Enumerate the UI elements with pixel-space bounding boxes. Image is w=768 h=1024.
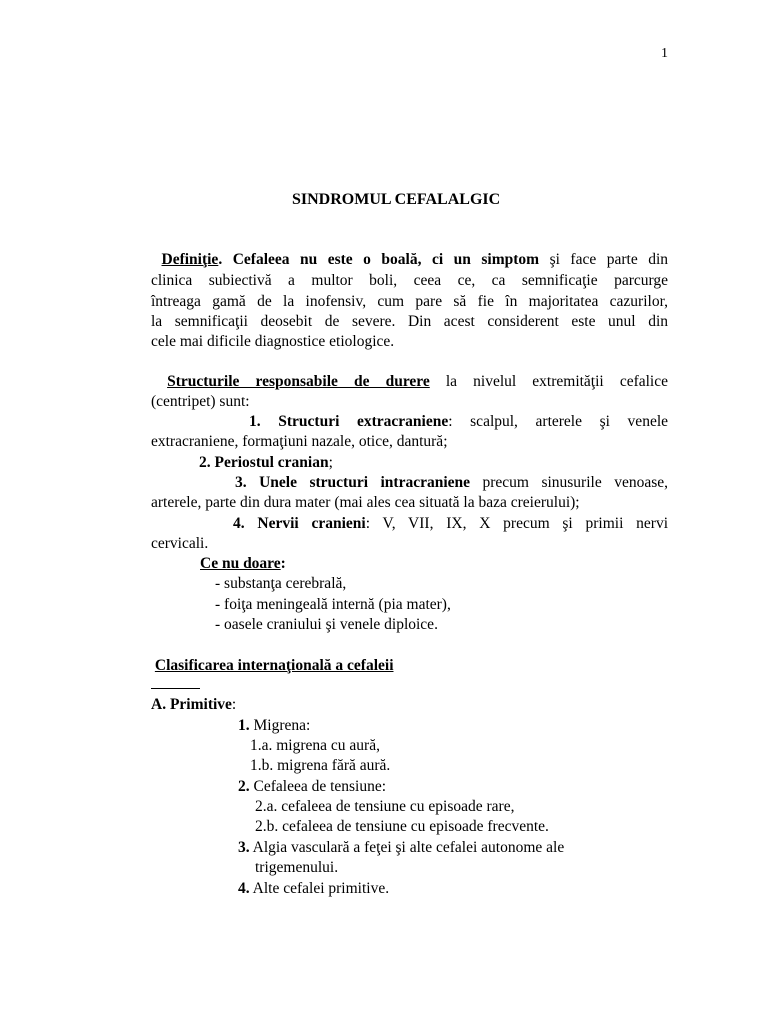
definition-line-3: întreaga gamă de la inofensiv, cum pare să fie în majoritatea cazurilor, (151, 293, 668, 310)
classification-item-3-num: 3. (238, 839, 250, 856)
definition-line-1-rest: şi face parte din (539, 251, 668, 268)
classification-item-1b: 1.b. migrena fără aură. (250, 757, 391, 774)
classification-item-3-line-2: trigemenului. (255, 859, 339, 876)
classification-heading-line (151, 656, 394, 676)
definition-label: Definiţie (161, 251, 219, 268)
no-pain-item-2: - foiţa meningeală internă (pia mater), (215, 596, 451, 613)
structures-item-2-title: Periostul cranian (214, 454, 329, 471)
structures-item-4-num: 4. (233, 515, 258, 532)
structures-item-3 (235, 473, 668, 493)
document-title: SINDROMUL CEFALALGIC (292, 191, 501, 208)
structures-item-4-rest: : V, VII, IX, X precum şi primii nervi (365, 515, 669, 532)
structures-item-1-title: Structuri extracraniene (278, 413, 449, 430)
structures-item-4 (233, 514, 668, 534)
classification-item-1 (238, 716, 310, 736)
structures-item-3-rest: precum sinusurile venoase, (470, 474, 668, 491)
classification-item-2a: 2.a. cefaleea de tensiune cu episoade rare, (255, 798, 515, 815)
classification-item-2-num: 2. (238, 778, 250, 795)
structures-item-2 (199, 453, 333, 473)
structures-item-3-line-2: arterele, parte din dura mater (mai ales cea situată la baza creierului); (151, 494, 580, 511)
structures-item-3-title: Unele structuri intracraniene (259, 474, 471, 491)
structures-heading-rest: la nivelul extremităţii cefalice (429, 373, 668, 390)
structures-item-3-num: 3. (235, 474, 260, 491)
definition-line-5: cele mai dificile diagnostice etiologice. (151, 333, 395, 350)
classification-item-1-text: Migrena: (249, 717, 311, 734)
page-number: 1 (661, 46, 668, 61)
classification-item-1-num: 1. (238, 717, 250, 734)
classification-item-4 (238, 879, 389, 899)
no-pain-item-3: - oasele craniului şi venele diploice. (215, 616, 438, 633)
structures-item-2-rest: ; (328, 454, 333, 471)
short-rule-divider (151, 688, 200, 689)
structures-item-1-line-2: extracraniene, formaţiuni nazale, otice, dantură; (151, 433, 448, 450)
primitive-heading-line (151, 695, 236, 715)
structures-item-1-num: 1. (249, 413, 279, 430)
classification-item-3 (238, 838, 564, 858)
classification-item-1a: 1.a. migrena cu aură, (250, 737, 380, 754)
no-pain-item-1: - substanţa cerebrală, (215, 575, 347, 592)
structures-item-1-rest: : scalpul, arterele şi venele (448, 413, 669, 430)
primitive-heading: A. Primitive (151, 696, 232, 713)
classification-item-2 (238, 777, 386, 797)
classification-item-3-text: Algia vasculară a feţei şi alte cefalei autonome ale (249, 839, 565, 856)
classification-item-2-text: Cefaleea de tensiune: (249, 778, 387, 795)
structures-heading: Structurile responsabile de durere (167, 373, 430, 390)
definition-line-2: clinica subiectivă a multor boli, ceea ce, ca semnificaţie parcurge (151, 272, 668, 289)
primitive-heading-colon: : (231, 696, 237, 713)
classification-item-4-num: 4. (238, 880, 250, 897)
no-pain-heading-line (200, 554, 286, 574)
structures-item-2-num: 2. (199, 454, 215, 471)
structures-item-4-title: Nervii cranieni (257, 515, 366, 532)
structures-item-4-line-2: cervicali. (151, 535, 209, 552)
structures-item-1 (249, 412, 668, 432)
definition-line-1 (151, 250, 668, 270)
classification-item-2b: 2.b. cefaleea de tensiune cu episoade frecvente. (255, 818, 549, 835)
definition-line-4: la semnificaţii deosebit de severe. Din acest considerent este unul din (151, 313, 668, 330)
definition-statement: Cefaleea nu este o boală, ci un simptom (232, 251, 540, 268)
no-pain-heading-colon: : (280, 555, 286, 572)
structures-line-1 (151, 372, 668, 392)
structures-line-2: (centripet) sunt: (151, 393, 250, 410)
classification-item-4-text: Alte cefalei primitive. (249, 880, 390, 897)
no-pain-heading: Ce nu doare (200, 555, 281, 572)
definition-label-punct: . (218, 251, 233, 268)
classification-heading: Clasificarea internaţională a cefaleii (154, 657, 394, 674)
